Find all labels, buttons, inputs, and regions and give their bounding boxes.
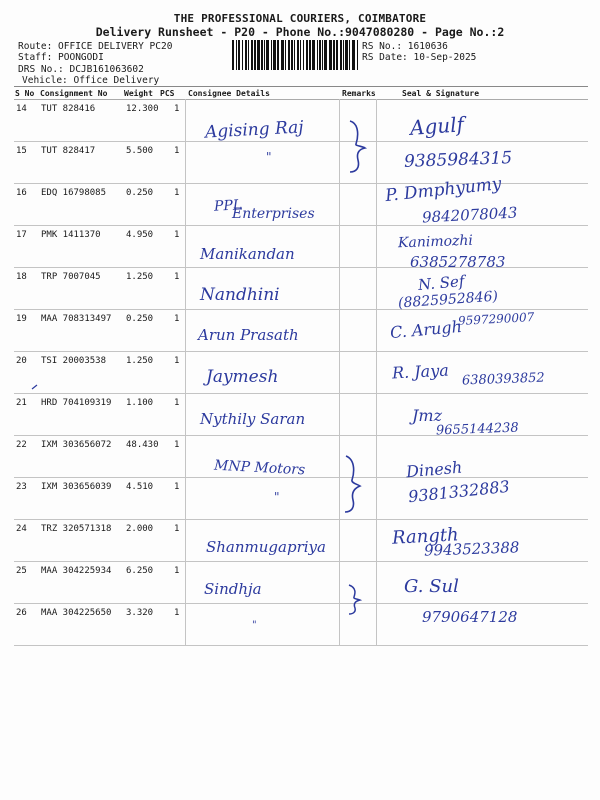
row-weight: 3.320 xyxy=(126,608,154,618)
phone-number: (8825952846) xyxy=(397,288,499,312)
company-name: THE PROFESSIONAL COURIERS, COIMBATORE xyxy=(173,12,427,25)
row-separator xyxy=(14,561,588,562)
row-weight: 6.250 xyxy=(126,566,154,576)
signature: Agulf xyxy=(409,112,465,140)
row-consignment: TUT 828417 xyxy=(41,146,96,156)
signature: Jmz xyxy=(412,406,443,425)
row-pcs: 1 xyxy=(174,566,180,576)
route-label: Route: OFFICE DELIVERY PC20 xyxy=(18,41,173,52)
ditto-mark: " xyxy=(252,620,257,631)
brace-mark xyxy=(344,582,364,616)
row-pcs: 1 xyxy=(174,482,180,492)
signature: Dinesh xyxy=(405,457,463,482)
row-sno: 14 xyxy=(16,104,27,114)
signature: Kanimozhi xyxy=(397,232,474,252)
barcode-bar xyxy=(273,40,276,70)
row-pcs: 1 xyxy=(174,146,180,156)
signature: R. Jaya xyxy=(391,360,450,383)
row-separator xyxy=(14,183,588,184)
row-pcs: 1 xyxy=(174,272,180,282)
row-sno: 25 xyxy=(16,566,27,576)
divider-consignee xyxy=(185,99,186,645)
consignee-name-line2: Enterprises xyxy=(232,206,315,222)
row-weight: 1.250 xyxy=(126,272,154,282)
row-consignment: MAA 304225650 xyxy=(41,608,112,618)
row-weight: 4.510 xyxy=(126,482,154,492)
consignee-name: Agising Raj xyxy=(204,117,305,143)
row-consignment: MAA 304225934 xyxy=(41,566,112,576)
row-consignment: IXM 303656072 xyxy=(41,440,112,450)
barcode-bar xyxy=(242,40,243,70)
barcode-bar xyxy=(261,40,263,70)
barcode-bar xyxy=(245,40,247,70)
row-weight: 12.300 xyxy=(126,104,159,114)
col-seal: Seal & Signature xyxy=(402,89,480,98)
barcode-bar xyxy=(277,40,279,70)
row-pcs: 1 xyxy=(174,608,180,618)
barcode-bar xyxy=(336,40,338,70)
barcode-bar xyxy=(306,40,308,70)
phone-number: 9385984315 xyxy=(403,148,513,172)
signature: G. Sul xyxy=(404,576,459,597)
phone-number: 9943523388 xyxy=(423,538,520,560)
barcode-bar xyxy=(324,40,327,70)
row-sno: 15 xyxy=(16,146,27,156)
barcode-bar xyxy=(312,40,315,70)
row-pcs: 1 xyxy=(174,314,180,324)
barcode-bar xyxy=(248,40,249,70)
rs-number: RS No.: 1610636 xyxy=(362,41,448,52)
row-sno: 22 xyxy=(16,440,27,450)
col-consignee: Consignee Details xyxy=(188,89,270,98)
barcode-bar xyxy=(303,40,304,70)
barcode-bar xyxy=(317,40,318,70)
vehicle-label: Vehicle: Office Delivery xyxy=(22,75,160,86)
signature: P. Dmphyumy xyxy=(384,173,503,207)
barcode-bar xyxy=(251,40,253,70)
phone-number: 9381332883 xyxy=(407,476,511,507)
row-pcs: 1 xyxy=(174,398,180,408)
barcode-bar xyxy=(322,40,323,70)
barcode-bar xyxy=(319,40,321,70)
row-sno: 16 xyxy=(16,188,27,198)
consignee-name: Manikandan xyxy=(200,245,295,263)
row-pcs: 1 xyxy=(174,188,180,198)
row-weight: 2.000 xyxy=(126,524,154,534)
row-pcs: 1 xyxy=(174,104,180,114)
brace-mark xyxy=(340,454,364,514)
consignee-name: Jaymesh xyxy=(206,367,279,387)
phone-number: 6385278783 xyxy=(410,253,506,271)
staff-label: Staff: POONGODI xyxy=(18,52,104,63)
row-separator xyxy=(14,393,588,394)
barcode-bar xyxy=(291,40,293,70)
row-weight: 4.950 xyxy=(126,230,154,240)
col-weight: Weight xyxy=(124,89,153,98)
barcode-bar xyxy=(297,40,299,70)
runsheet-title: Delivery Runsheet - P20 - Phone No.:9047080280 - Page No.:2 xyxy=(95,25,505,39)
signature: Rangth xyxy=(391,524,460,549)
barcode-bar xyxy=(329,40,332,70)
row-separator xyxy=(14,519,588,520)
col-pcs: PCS xyxy=(160,89,175,98)
header-top-rule xyxy=(14,86,588,87)
row-pcs: 1 xyxy=(174,440,180,450)
barcode-bar xyxy=(294,40,295,70)
row-weight: 48.430 xyxy=(126,440,159,450)
consignee-name: Arun Prasath xyxy=(198,326,299,344)
consignee-name: Nythily Saran xyxy=(200,410,306,428)
row-separator xyxy=(14,603,588,604)
barcode-bar xyxy=(352,40,355,70)
barcode-bar xyxy=(309,40,311,70)
barcode-bar xyxy=(345,40,348,70)
row-sno: 26 xyxy=(16,608,27,618)
col-consignment: Consignment No xyxy=(40,89,108,98)
row-consignment: TUT 828416 xyxy=(41,104,96,114)
drs-number: DRS No.: DCJB161063602 xyxy=(18,64,144,75)
divider-seal xyxy=(376,99,377,645)
col-remarks: Remarks xyxy=(342,89,376,98)
row-weight: 5.500 xyxy=(126,146,154,156)
phone-number: 9842078043 xyxy=(421,203,518,227)
consignee-name-line1: PPL xyxy=(213,197,243,215)
barcode-bar xyxy=(271,40,272,70)
barcode-bar xyxy=(340,40,342,70)
signature: C. Arugh xyxy=(389,316,463,343)
row-sno: 23 xyxy=(16,482,27,492)
phone-number: 6380393852 xyxy=(461,370,545,389)
header-bottom-rule xyxy=(14,99,588,100)
consignee-name: Nandhini xyxy=(200,285,280,305)
row-separator xyxy=(14,645,588,646)
consignee-name: MNP Motors xyxy=(213,457,306,479)
barcode-bar xyxy=(281,40,284,70)
row-separator xyxy=(14,225,588,226)
barcode-bar xyxy=(285,40,286,70)
phone-number: 9790647128 xyxy=(422,608,518,626)
row-pcs: 1 xyxy=(174,230,180,240)
barcode-bar xyxy=(264,40,265,70)
row-sno: 18 xyxy=(16,272,27,282)
row-consignment: TRZ 320571318 xyxy=(41,524,112,534)
row-pcs: 1 xyxy=(174,356,180,366)
signature: N. Sef xyxy=(417,272,466,294)
row-consignment: TSI 20003538 xyxy=(41,356,107,366)
col-sno: S No xyxy=(15,89,35,98)
row-pcs: 1 xyxy=(174,524,180,534)
row-separator xyxy=(14,351,588,352)
row-sno: 24 xyxy=(16,524,27,534)
row-consignment: HRD 704109319 xyxy=(41,398,112,408)
row-sno: 17 xyxy=(16,230,27,240)
row-weight: 0.250 xyxy=(126,188,154,198)
phone-number: 9597290007 xyxy=(457,310,535,328)
ditto-mark: " xyxy=(266,150,272,164)
barcode-bar xyxy=(357,40,358,70)
ditto-mark: " xyxy=(274,490,280,504)
barcode-bar xyxy=(288,40,290,70)
row-consignment: EDQ 16798085 xyxy=(41,188,107,198)
consignee-name: Sindhja xyxy=(204,580,262,598)
barcode-bar xyxy=(266,40,269,70)
barcode-bar xyxy=(232,40,234,70)
row-sno: 19 xyxy=(16,314,27,324)
barcode-bar xyxy=(333,40,335,70)
brace-mark xyxy=(346,118,370,174)
barcode-bar xyxy=(236,40,237,70)
row-weight: 1.250 xyxy=(126,356,154,366)
barcode-bar xyxy=(349,40,350,70)
row-consignment: IXM 303656039 xyxy=(41,482,112,492)
row-consignment: PMK 1411370 xyxy=(41,230,101,240)
barcode-bar xyxy=(300,40,301,70)
row-weight: 1.100 xyxy=(126,398,154,408)
row-separator xyxy=(14,141,588,142)
stray-pen-mark xyxy=(31,383,39,391)
barcode-bar xyxy=(257,40,260,70)
row-separator xyxy=(14,309,588,310)
row-sno: 21 xyxy=(16,398,27,408)
phone-number: 9655144238 xyxy=(435,420,519,439)
barcode-bar xyxy=(343,40,344,70)
barcode-bar xyxy=(254,40,256,70)
consignee-name: Shanmugapriya xyxy=(206,538,326,556)
row-sno: 20 xyxy=(16,356,27,366)
row-consignment: MAA 708313497 xyxy=(41,314,112,324)
row-weight: 0.250 xyxy=(126,314,154,324)
divider-remarks xyxy=(339,99,340,645)
barcode xyxy=(232,40,358,70)
barcode-bar xyxy=(238,40,240,70)
row-consignment: TRP 7007045 xyxy=(41,272,101,282)
rs-date: RS Date: 10-Sep-2025 xyxy=(362,52,477,63)
